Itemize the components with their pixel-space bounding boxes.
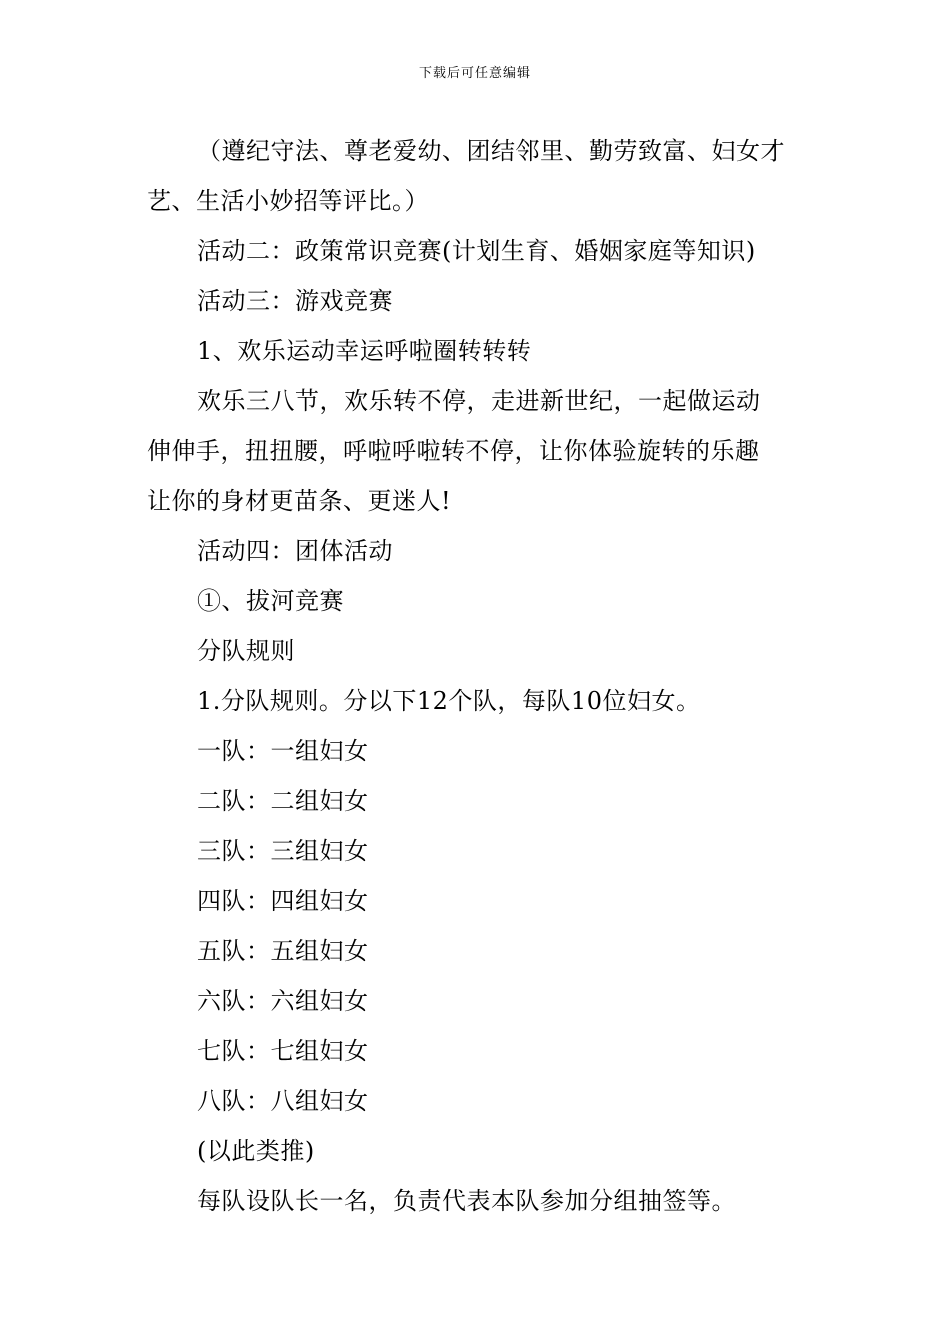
team-list-item: 一队：一组妇女 [197,737,369,765]
team-list-item: 四队：四组妇女 [197,887,369,915]
team-list-item: 五队：五组妇女 [197,937,369,965]
paragraph-line: 艺、生活小妙招等评比。） [147,187,429,215]
team-list-item: 三队：三组妇女 [197,837,369,865]
paragraph-line: 让你的身材更苗条、更迷人! [147,487,452,515]
page-header: 下载后可任意编辑 [418,66,531,81]
team-list-item: 八队：八组妇女 [197,1087,369,1115]
paragraph-line: 欢乐三八节，欢乐转不停，走进新世纪，一起做运动 [197,387,761,415]
section-heading: 分队规则 [197,637,295,665]
activity-heading: 活动二：政策常识竞赛(计划生育、婚姻家庭等知识) [197,237,756,265]
team-list-item: 七队：七组妇女 [197,1037,369,1065]
paragraph-line: 每队设队长一名，负责代表本队参加分组抽签等。 [197,1187,736,1215]
paragraph-line: (以此类推) [197,1137,315,1165]
activity-heading: 活动四：团体活动 [197,537,393,565]
team-list-item: 六队：六组妇女 [197,987,369,1015]
list-item: 1、欢乐运动幸运呼啦圈转转转 [197,337,532,365]
paragraph-line: （遵纪守法、尊老爱幼、团结邻里、勤劳致富、妇女才 [197,137,785,165]
activity-heading: 活动三：游戏竞赛 [197,287,393,315]
list-item: 1.分队规则。分以下12个队，每队10位妇女。 [197,687,701,715]
team-list-item: 二队：二组妇女 [197,787,369,815]
document-body [147,126,812,1226]
paragraph-line: 伸伸手，扭扭腰，呼啦呼啦转不停，让你体验旋转的乐趣 [147,437,760,465]
list-item: ①、拔河竞赛 [197,587,344,615]
